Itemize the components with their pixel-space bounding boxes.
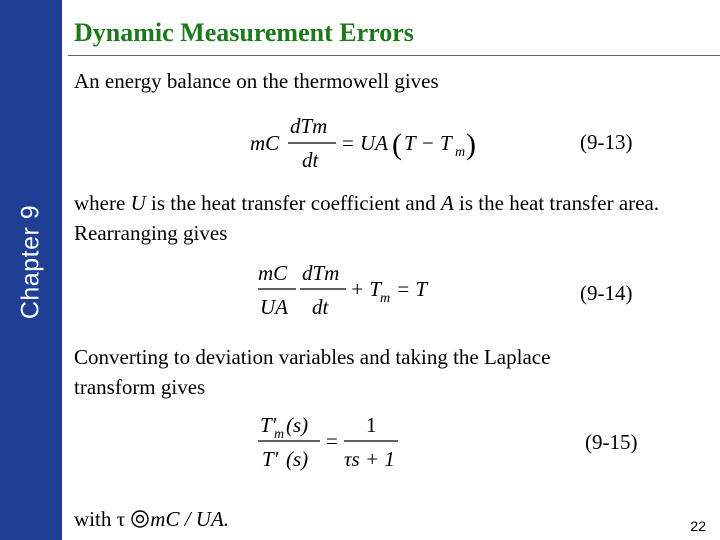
eq15-num-sub: m — [274, 427, 285, 442]
chapter-label: Chapter 9 — [16, 204, 45, 320]
eq15-rhs-denominator: τs + 1 — [344, 447, 395, 471]
intro-text: An energy balance on the thermowell gives — [74, 69, 439, 93]
page-number: 22 — [690, 518, 706, 534]
eq14-f2-denominator: dt — [312, 295, 329, 319]
eq14-subscript: m — [380, 291, 391, 306]
eq13-equals: = — [342, 131, 354, 155]
eq15-equals: = — [326, 429, 338, 453]
eq15-den-s: (s) — [286, 447, 309, 471]
eq13-number: (9-13) — [580, 130, 633, 154]
eq13-right-paren: ) — [466, 128, 476, 161]
paragraph-laplace: Converting to deviation variables and taking the Laplace transform gives — [74, 345, 551, 399]
eq14-f2-numerator: dTm — [302, 261, 340, 285]
eq13-subscript: m — [455, 145, 466, 160]
defined-as-symbol — [130, 509, 150, 529]
equation-9-15 — [258, 410, 418, 482]
eq14-number: (9-14) — [580, 281, 633, 305]
eq15-num-s: (s) — [286, 413, 309, 437]
slide-title: Dynamic Measurement Errors — [74, 18, 414, 47]
closing-text: with τ mC / UA. — [74, 507, 230, 531]
eq15-rhs-numerator: 1 — [366, 413, 377, 437]
eq14-f1-numerator: mC — [258, 261, 288, 285]
equation-9-14 — [258, 258, 458, 330]
eq14-f1-denominator: UA — [260, 295, 288, 319]
chapter-sidebar — [0, 0, 62, 540]
eq15-number: (9-15) — [585, 430, 638, 454]
paragraph-heat-transfer: where U is the heat transfer coefficient and A is the heat transfer area. Rearranging gives — [74, 191, 660, 245]
eq14-equals-t: = T — [396, 277, 428, 301]
eq15-den-t: T′ — [262, 447, 279, 471]
title-divider — [68, 55, 720, 56]
eq15-num-t: T′ — [260, 413, 277, 437]
eq13-denominator: dt — [302, 148, 319, 172]
eq13-left-paren: ( — [392, 128, 402, 161]
eq13-lhs-coef: mC — [250, 131, 280, 155]
eq14-plus-t: + T — [350, 277, 382, 301]
equation-9-13 — [250, 114, 490, 182]
eq13-rhs-coef: UA — [360, 131, 388, 155]
eq13-numerator: dTm — [290, 114, 328, 138]
eq13-paren-body: T − T — [404, 131, 452, 155]
